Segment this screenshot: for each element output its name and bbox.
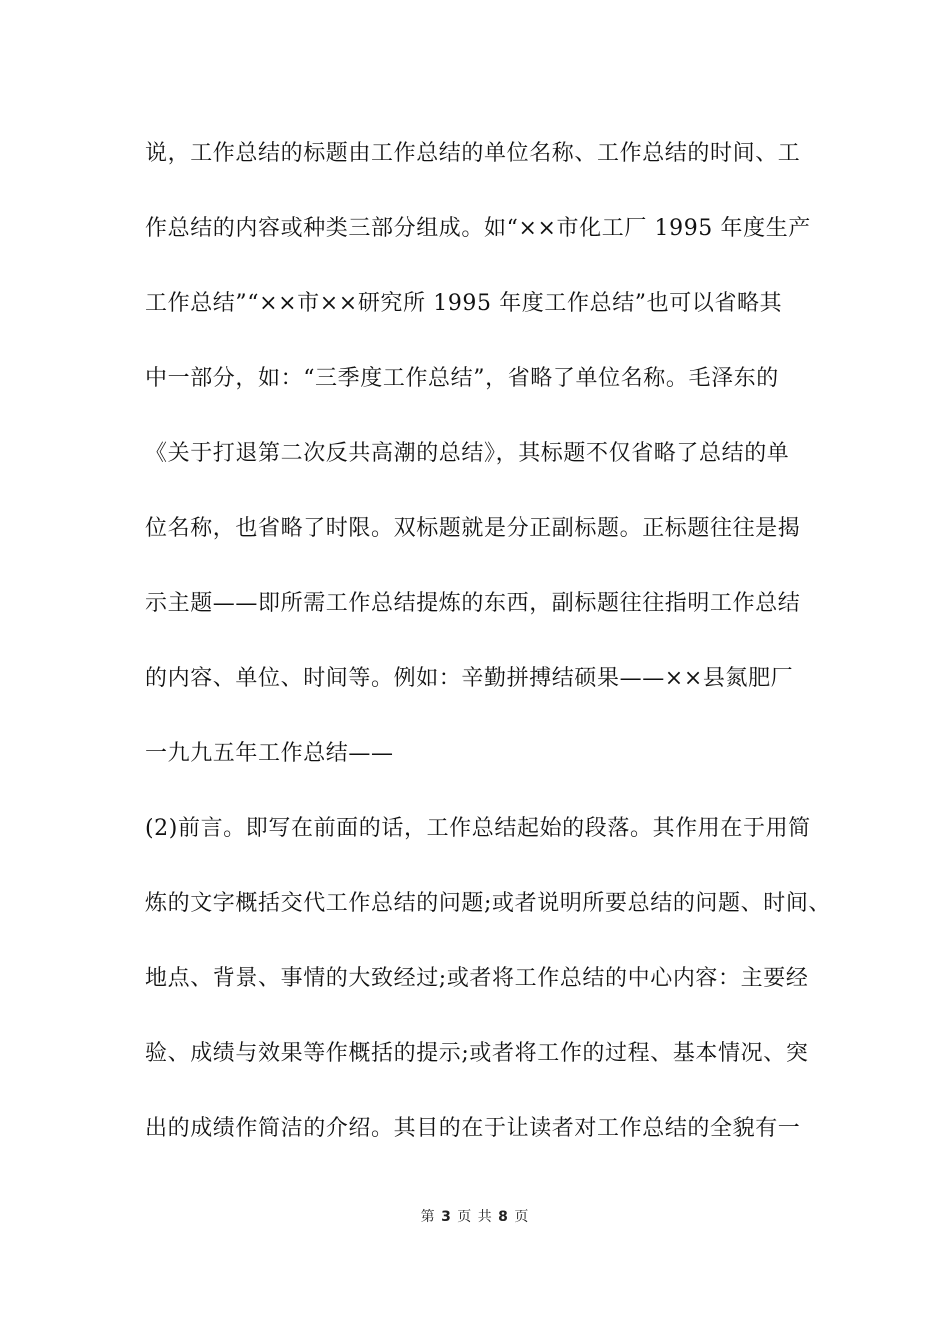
text-line: 的内容、单位、时间等。例如：辛勤拼搏结硕果——××县氮肥厂 [145,666,794,691]
text-line: 示主题——即所需工作总结提炼的东西，副标题往往指明工作总结 [145,591,801,616]
text-line: 位名称，也省略了时限。双标题就是分正副标题。正标题往往是揭 [145,516,801,541]
current-page-number: 3 [441,1209,452,1225]
text-line: 一九九五年工作总结—— [145,741,394,766]
footer-prefix: 第 [420,1209,436,1225]
text-line: 出的成绩作简洁的介绍。其目的在于让读者对工作总结的全貌有一 [145,1116,801,1141]
text-line: 炼的文字概括交代工作总结的问题;或者说明所要总结的问题、时间、 [145,891,832,916]
text-line: 作总结的内容或种类三部分组成。如“××市化工厂 1995 年度生产 [145,216,811,241]
total-pages-number: 8 [498,1209,509,1225]
text-line: 中一部分，如：“三季度工作总结”，省略了单位名称。毛泽东的 [145,366,779,391]
footer-middle: 页 共 [457,1209,493,1225]
text-line: 地点、背景、事情的大致经过;或者将工作总结的中心内容：主要经 [145,966,809,991]
text-line: 《关于打退第二次反共高潮的总结》，其标题不仅省略了总结的单 [145,441,790,466]
text-line: 说，工作总结的标题由工作总结的单位名称、工作总结的时间、工 [145,141,801,166]
footer-suffix: 页 [514,1209,530,1225]
text-line: 工作总结”“××市××研究所 1995 年度工作总结”也可以省略其 [145,291,783,316]
page-footer [0,1206,950,1226]
document-body [145,132,835,1182]
text-line: (2)前言。即写在前面的话，工作总结起始的段落。其作用在于用简 [145,816,811,841]
text-line: 验、成绩与效果等作概括的提示;或者将工作的过程、基本情况、突 [145,1041,809,1066]
